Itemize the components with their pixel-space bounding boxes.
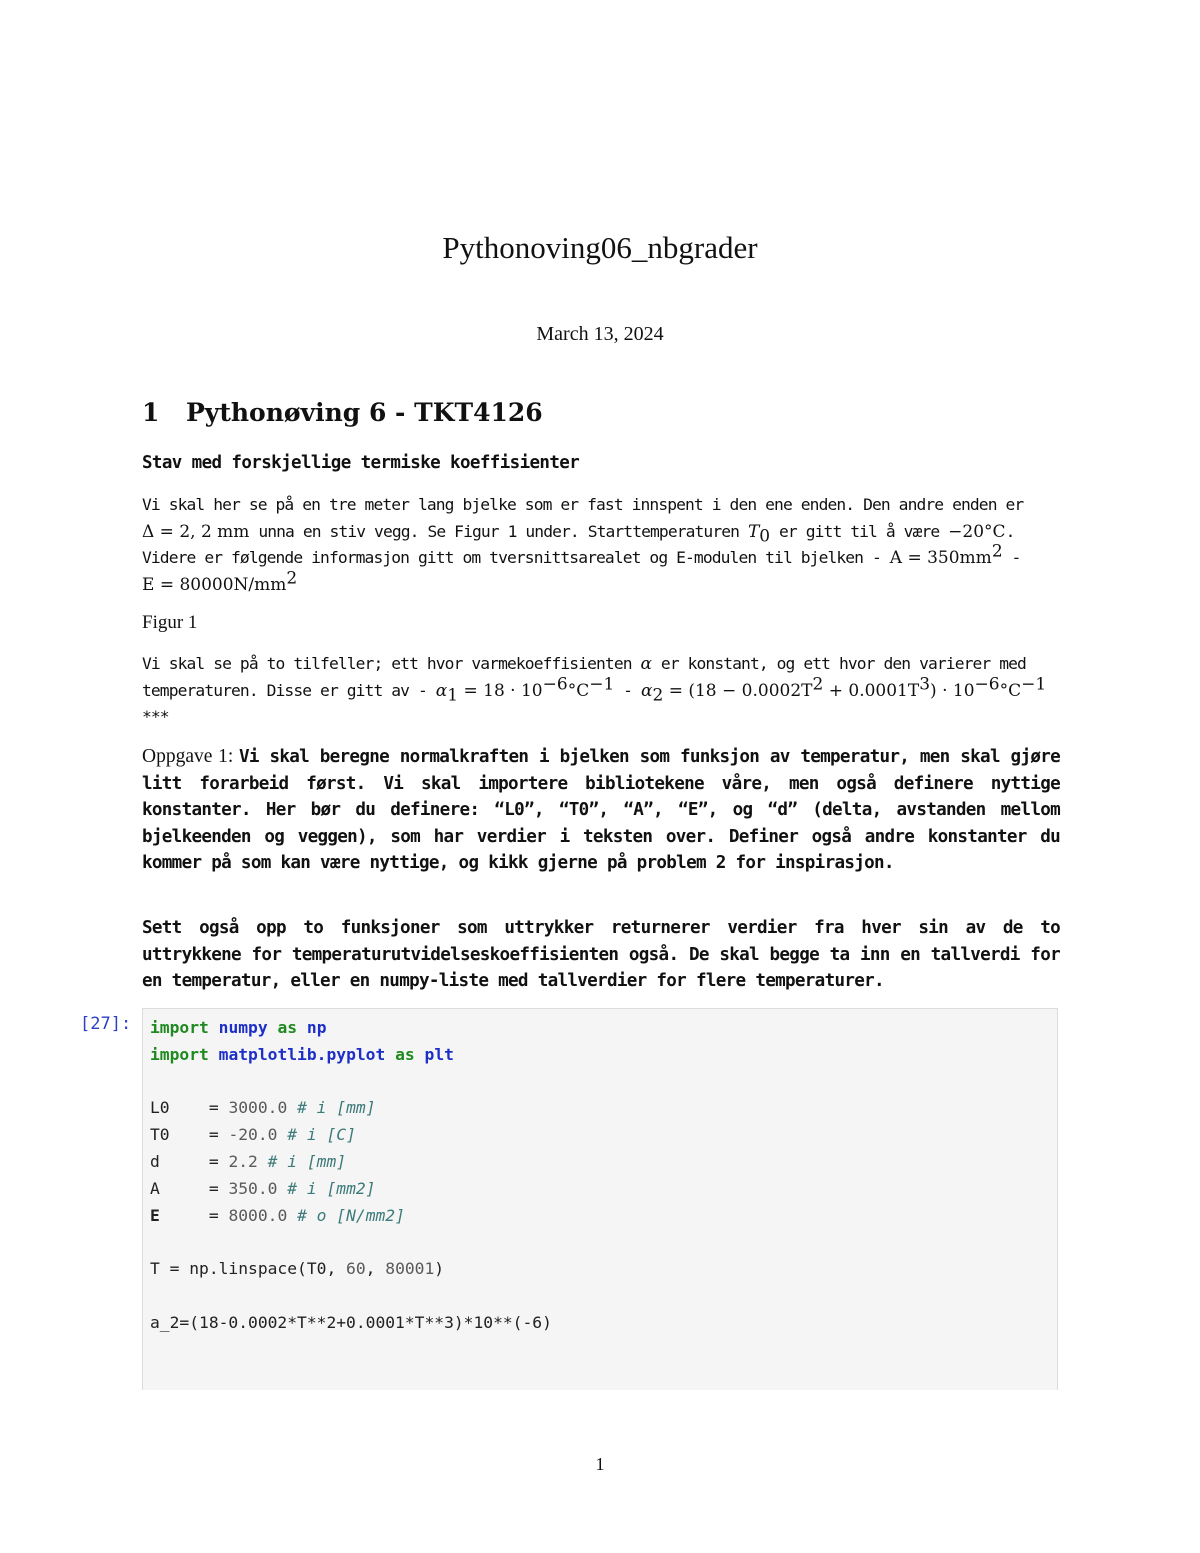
cases-line: *** — [142, 707, 169, 726]
section-heading — [142, 398, 543, 427]
page-number: 1 — [595, 1454, 605, 1474]
document-date: March 13, 2024 — [536, 323, 664, 345]
code-block: import numpy as np import matplotlib.pyplot as plt L0 = 3000.0 # i [mm] T0 = -20.0 # i [C] d = 2.2 # i [mm] A = 350.0 # i [mm2] E = 8000.0 # o [N/mm2] T = np.linspace(T0, 60, 80001) a_2=(18-0.0002*T**2+0.0001*T**3)*10**(-6) — [150, 1018, 552, 1332]
section-number: 1 — [142, 398, 160, 427]
figure-label: Figur 1 — [142, 612, 198, 633]
cases-line: Vi skal se på to tilfeller; ett hvor varmekoeffisienten α er konstant, og ett hvor den varierer med — [142, 654, 1026, 674]
intro-line: Δ = 2, 2 mm unna en stiv vegg. Se Figur 1 under. Starttemperaturen $T_0$ er gitt til å være −20°C. — [142, 521, 1015, 546]
subsection-heading: Stav med forskjellige termiske koeffisienter — [142, 453, 580, 473]
code-cell[interactable] — [142, 1008, 1058, 1390]
section-title: Pythonøving 6 - TKT4126 — [186, 398, 543, 427]
cell-prompt: [27]: — [80, 1014, 132, 1034]
intro-line: Vi skal her se på en tre meter lang bjelke som er fast innspent i den ene enden. Den andre enden er — [142, 495, 1024, 514]
task-lead: Oppgave 1: — [142, 746, 239, 767]
intro-line: $E = 80000N/mm^2$ — [142, 568, 298, 595]
intro-paragraph — [142, 492, 1060, 598]
task-text: Vi skal beregne normalkraften i bjelken som funksjon av temperatur, men skal gjøre litt forarbeid først. Vi skal importere bibliotekene våre, men også definere nyttige konstanter. Her bør du definere: “L0”, “T0”, “A”, “E”, og “d” (delta, avstanden mellom bjelkeenden og veggen), som har verdier i teksten over. Definer også andre konstanter du kommer på som kan være nyttige, og kikk gjerne på problem 2 for inspirasjon. — [142, 747, 1061, 874]
intro-line: Videre er følgende informasjon gitt om tversnittsarealet og E-modulen til bjelken - $A = 350mm^2$ - — [142, 541, 1021, 568]
task-paragraph-2: Sett også opp to funksjoner som uttrykker returnerer verdier fra hver sin av de to uttrykkene for temperaturutvidelseskoeffisienten også. De skal begge ta inn en tallverdi for en temperatur, eller en numpy-liste med tallverdier for flere temperaturer. — [142, 918, 1060, 992]
cases-line: temperaturen. Disse er gitt av - $\alpha_1 = 18 \cdot 10^{-6}^\circ C^{-1} - \alpha_2 = (18 - 0.0002T^2 + 0.0001T^3) \cdot 10^{-6}^\circ C^{-1}$ — [142, 674, 1047, 705]
cases-paragraph — [142, 651, 1060, 731]
task-paragraph — [142, 744, 1060, 877]
document-title: Pythonoving06_nbgrader — [442, 230, 758, 265]
